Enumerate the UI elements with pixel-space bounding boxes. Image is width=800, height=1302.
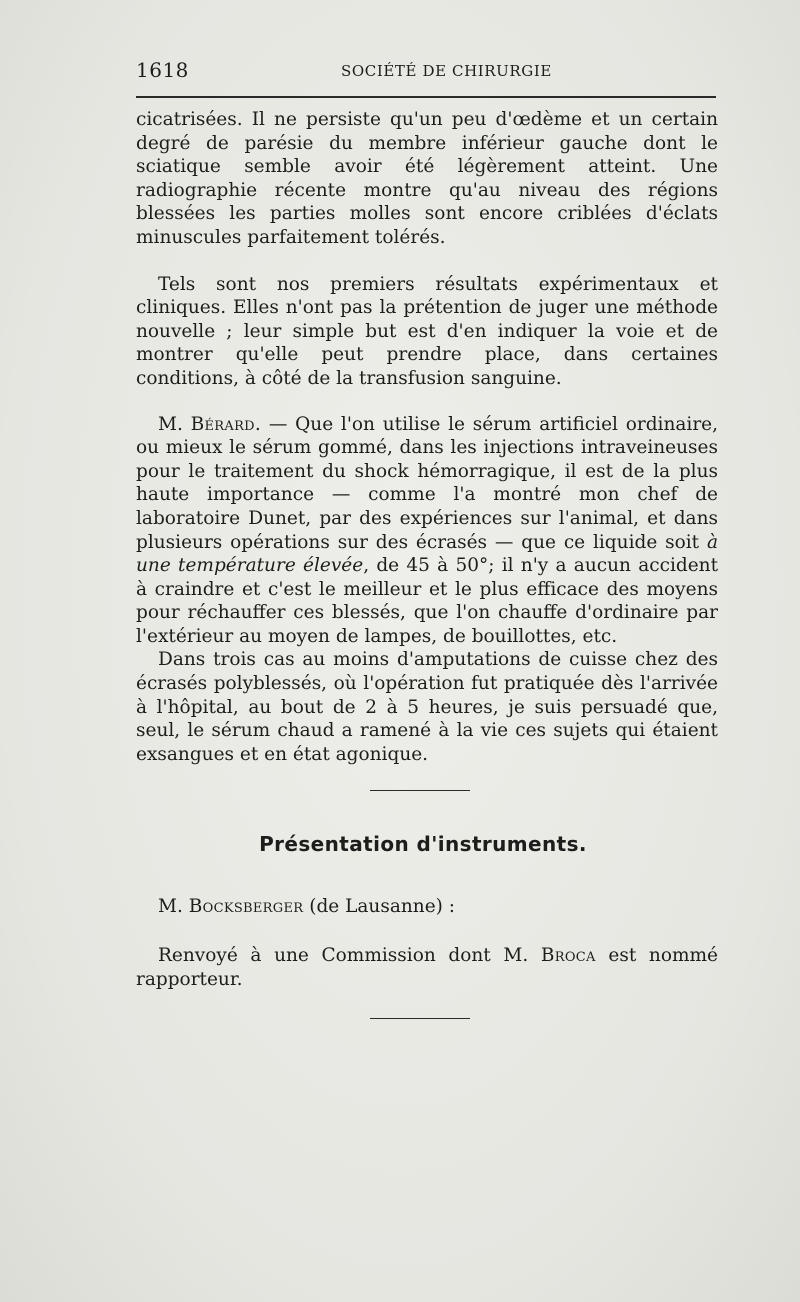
speaker-prefix: M.	[158, 896, 183, 917]
presentation-speaker	[158, 896, 455, 917]
berard-text-a: — Que l'on utilise le sérum artificiel ordinaire, ou mieux le sérum gommé, dans les injections intraveineuses pour le traitement du shock hémorragique, il est de la plus haute importance — comme l'a montré mon chef de laboratoire Dunet, par des expériences sur l'animal, et dans plusieurs opérations sur des écrasés — que ce liquide soit	[136, 413, 718, 553]
paragraph-results: Tels sont nos premiers résultats expérimentaux et cliniques. Elles n'ont pas la prétention de juger une méthode nouvelle ; leur simple but est d'en indiquer la voie et de montrer qu'elle peut prendre place, dans certaines conditions, à côté de la transfusion sanguine.	[136, 273, 718, 389]
header-rule	[136, 96, 716, 98]
section-divider	[370, 790, 470, 791]
speaker-name: Bérard.	[190, 413, 262, 435]
body-text	[136, 108, 718, 766]
end-divider	[370, 1018, 470, 1019]
speaker-affiliation: (de Lausanne) :	[303, 896, 455, 917]
page-header	[136, 58, 716, 84]
paragraph-berard	[136, 413, 718, 649]
referral-paragraph	[136, 944, 718, 992]
speaker-prefix: M.	[158, 413, 183, 435]
section-title: Présentation d'instruments.	[259, 832, 587, 856]
berard-text-b: , de 45 à 50°; il n'y a aucun accident à craindre et c'est le meilleur et le plus efficace des moyens pour réchauffer ces blessés, que l'on chauffe d'ordinaire par l'extérieur au moyen de lampes, de bouillottes, etc.	[136, 555, 718, 647]
paragraph-continuation: cicatrisées. Il ne persiste qu'un peu d'œdème et un certain degré de parésie du membre inférieur gauche dont le sciatique semble avoir été légèrement atteint. Une radiographie récente montre qu'au niveau des régions blessées les parties molles sont encore criblées d'éclats minuscules parfaitement tolérés.	[136, 109, 718, 248]
italic-phrase: à une température élevée	[136, 531, 718, 577]
speaker-name: Bocksberger	[188, 896, 304, 917]
page-number: 1618	[136, 58, 189, 82]
running-head: SOCIÉTÉ DE CHIRURGIE	[341, 62, 552, 80]
paragraph-amputations: Dans trois cas au moins d'amputations de cuisse chez des écrasés polyblessés, où l'opération fut pratiquée dès l'arrivée à l'hôpital, au bout de 2 à 5 heures, je suis persuadé que, seul, le sérum chaud a ramené à la vie ces sujets qui étaient exsangues et en état agonique.	[136, 649, 718, 765]
referral-text-b: est nommé rapporteur.	[136, 945, 718, 990]
referral-text-a: Renvoyé à une Commission dont M.	[158, 945, 541, 966]
rapporteur-name: Broca	[540, 945, 596, 966]
